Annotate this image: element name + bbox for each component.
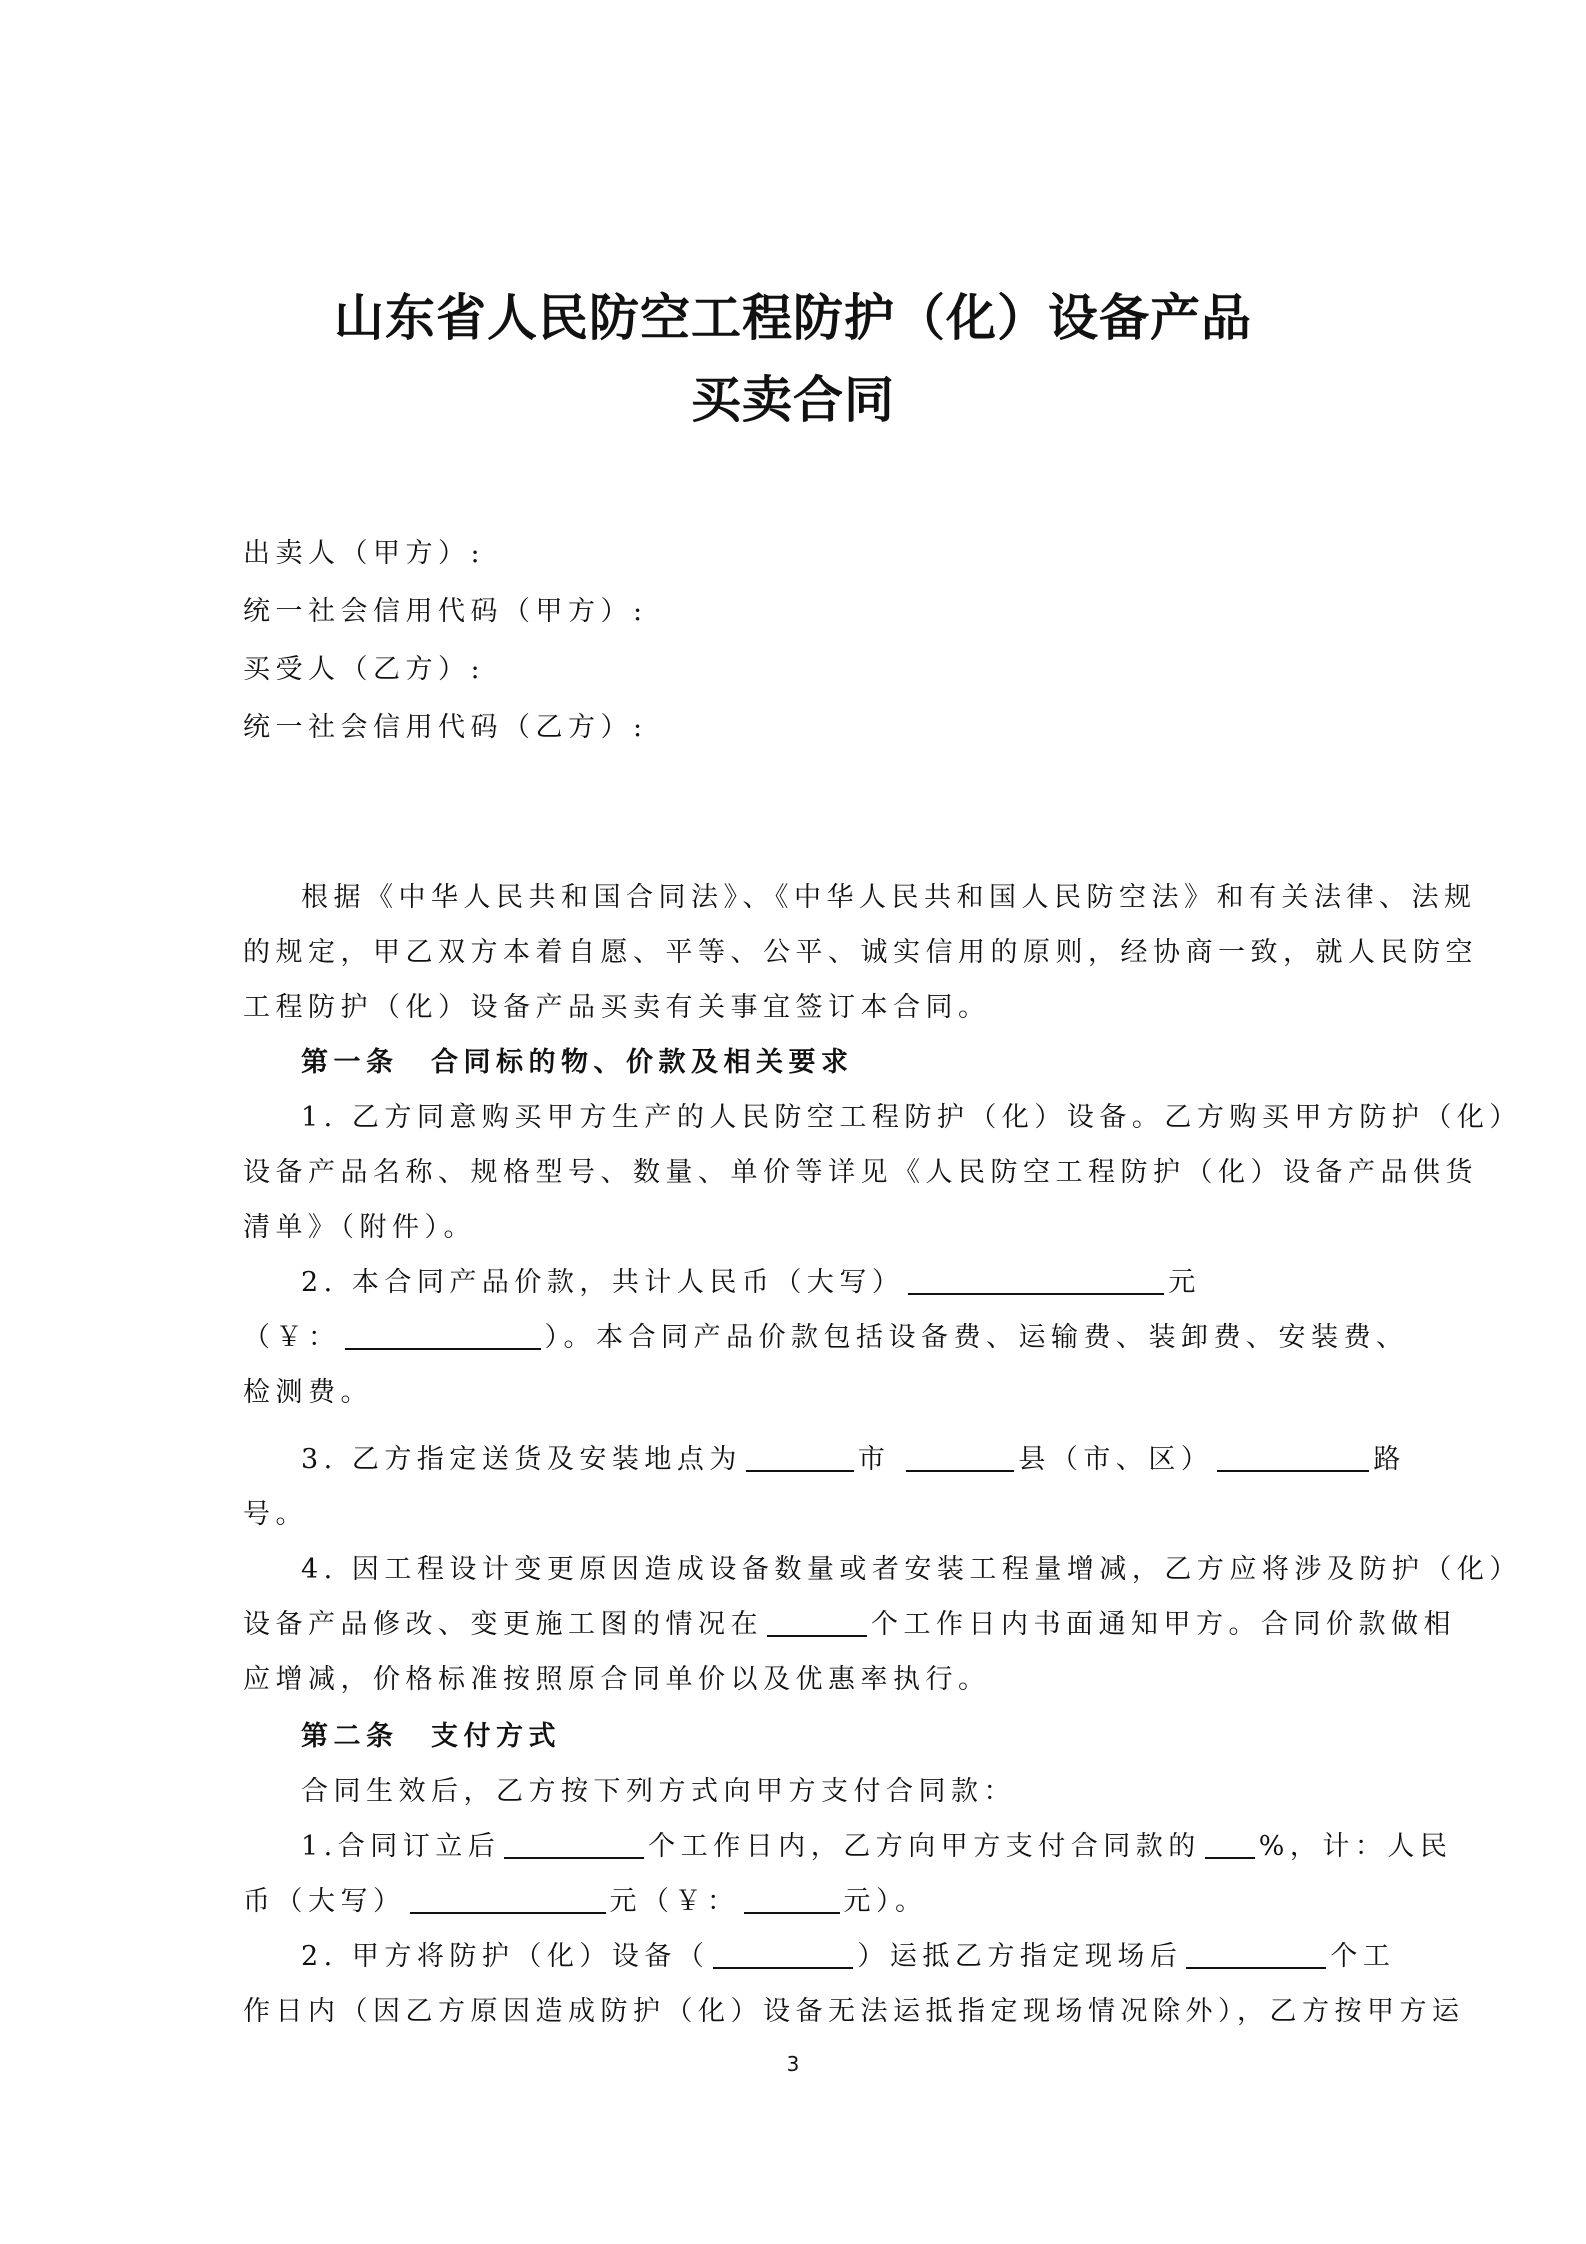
seller-label: 出卖人（甲方）: [243, 538, 486, 569]
equipment-blank[interactable] [713, 1937, 853, 1969]
buyer-label: 买受人（乙方）: [243, 654, 486, 685]
price-yen-blank[interactable] [345, 1318, 541, 1350]
delivery-payment-text-a: 2. 甲方将防护（化）设备（ [301, 1941, 710, 1972]
city-label: 市 [857, 1444, 891, 1475]
preamble-line-3: 工程防护（化）设备产品买卖有关事宜签订本合同。 [243, 992, 991, 1023]
article-1-item-1-line-3: 清单》（附件）。 [243, 1212, 476, 1243]
article-1-item-1-line-1: 1. 乙方同意购买甲方生产的人民防空工程防护（化）设备。乙方购买甲方防护（化） [301, 1102, 1522, 1133]
price-includes-text: ）。本合同产品价款包括设备费、运输费、装卸费、安装费、 [544, 1322, 1409, 1353]
article-2-item-1-line-1 [301, 1827, 1452, 1867]
payment-percent-blank[interactable] [1205, 1827, 1255, 1859]
page-number: 3 [786, 2052, 800, 2076]
document-title-line-2: 买卖合同 [691, 371, 895, 429]
road-label: 路 [1373, 1444, 1406, 1475]
price-yen-label: （￥： [243, 1322, 341, 1353]
article-1-item-4-line-3: 应增减，价格标准按照原合同单价以及优惠率执行。 [243, 1664, 991, 1695]
county-label: 县（市、区） [1018, 1444, 1214, 1475]
payment-capital-blank[interactable] [410, 1882, 606, 1914]
article-1-item-1-line-2: 设备产品名称、规格型号、数量、单价等详见《人民防空工程防护（化）设备产品供货 [243, 1157, 1478, 1188]
notice-text-b: 个工作日内书面通知甲方。合同价款做相 [871, 1609, 1456, 1640]
article-2-intro: 合同生效后，乙方按下列方式向甲方支付合同款： [301, 1776, 1016, 1807]
payment-text-b: 个工作日内，乙方向甲方支付合同款的 [648, 1831, 1201, 1862]
notice-text-a: 设备产品修改、变更施工图的情况在 [243, 1609, 763, 1640]
buyer-code-label: 统一社会信用代码（乙方）: [243, 712, 648, 743]
payment-yen-blank[interactable] [744, 1882, 840, 1914]
notice-days-blank[interactable] [767, 1605, 867, 1637]
article-1-item-2-line-3: 检测费。 [243, 1377, 373, 1408]
article-1-item-2-line-2 [243, 1318, 1409, 1358]
delivery-text: 3. 乙方指定送货及安装地点为 [301, 1444, 742, 1475]
county-blank[interactable] [906, 1440, 1014, 1472]
article-1-item-3-line-1 [301, 1440, 1406, 1480]
city-blank[interactable] [746, 1440, 854, 1472]
article-1-item-2-line-1 [301, 1263, 1201, 1303]
payment-yen-unit: 元）。 [843, 1886, 928, 1917]
delivery-days-blank[interactable] [1186, 1937, 1326, 1969]
article-2-item-1-line-2 [243, 1882, 928, 1922]
road-blank[interactable] [1217, 1440, 1369, 1472]
document-title-line-1: 山东省人民防空工程防护（化）设备产品 [334, 289, 1252, 347]
article-2-item-2-line-2: 作日内（因乙方原因造成防护（化）设备无法运抵指定现场情况除外），乙方按甲方运 [243, 1996, 1465, 2027]
payment-text-c: %，计：人民 [1258, 1831, 1453, 1862]
preamble-line-1: 根据《中华人民共和国合同法》、《中华人民共和国人民防空法》和有关法律、法规 [301, 882, 1477, 913]
delivery-payment-text-b: ）运抵乙方指定现场后 [857, 1941, 1183, 1972]
price-unit: 元 [1168, 1267, 1201, 1298]
price-capital-blank[interactable] [908, 1263, 1164, 1295]
article-2-heading: 第二条 支付方式 [301, 1721, 561, 1752]
article-1-item-4-line-2 [243, 1605, 1456, 1645]
preamble-line-2: 的规定，甲乙双方本着自愿、平等、公平、诚实信用的原则，经协商一致，就人民防空 [243, 937, 1478, 968]
article-2-item-2-line-1 [301, 1937, 1395, 1977]
article-1-item-3-line-2: 号。 [243, 1499, 308, 1530]
article-1-heading: 第一条 合同标的物、价款及相关要求 [301, 1047, 854, 1078]
article-1-item-4-line-1: 4. 因工程设计变更原因造成设备数量或者安装工程量增减，乙方应将涉及防护（化） [301, 1554, 1522, 1585]
price-text-a: 2. 本合同产品价款，共计人民币（大写） [301, 1267, 905, 1298]
delivery-payment-text-c: 个工 [1330, 1941, 1396, 1972]
payment-yen-label: 元（￥： [609, 1886, 740, 1917]
payment-days-blank[interactable] [504, 1827, 644, 1859]
seller-code-label: 统一社会信用代码（甲方）: [243, 596, 648, 627]
payment-capital-label: 币（大写） [243, 1886, 406, 1917]
payment-text-a: 1.合同订立后 [301, 1831, 501, 1862]
